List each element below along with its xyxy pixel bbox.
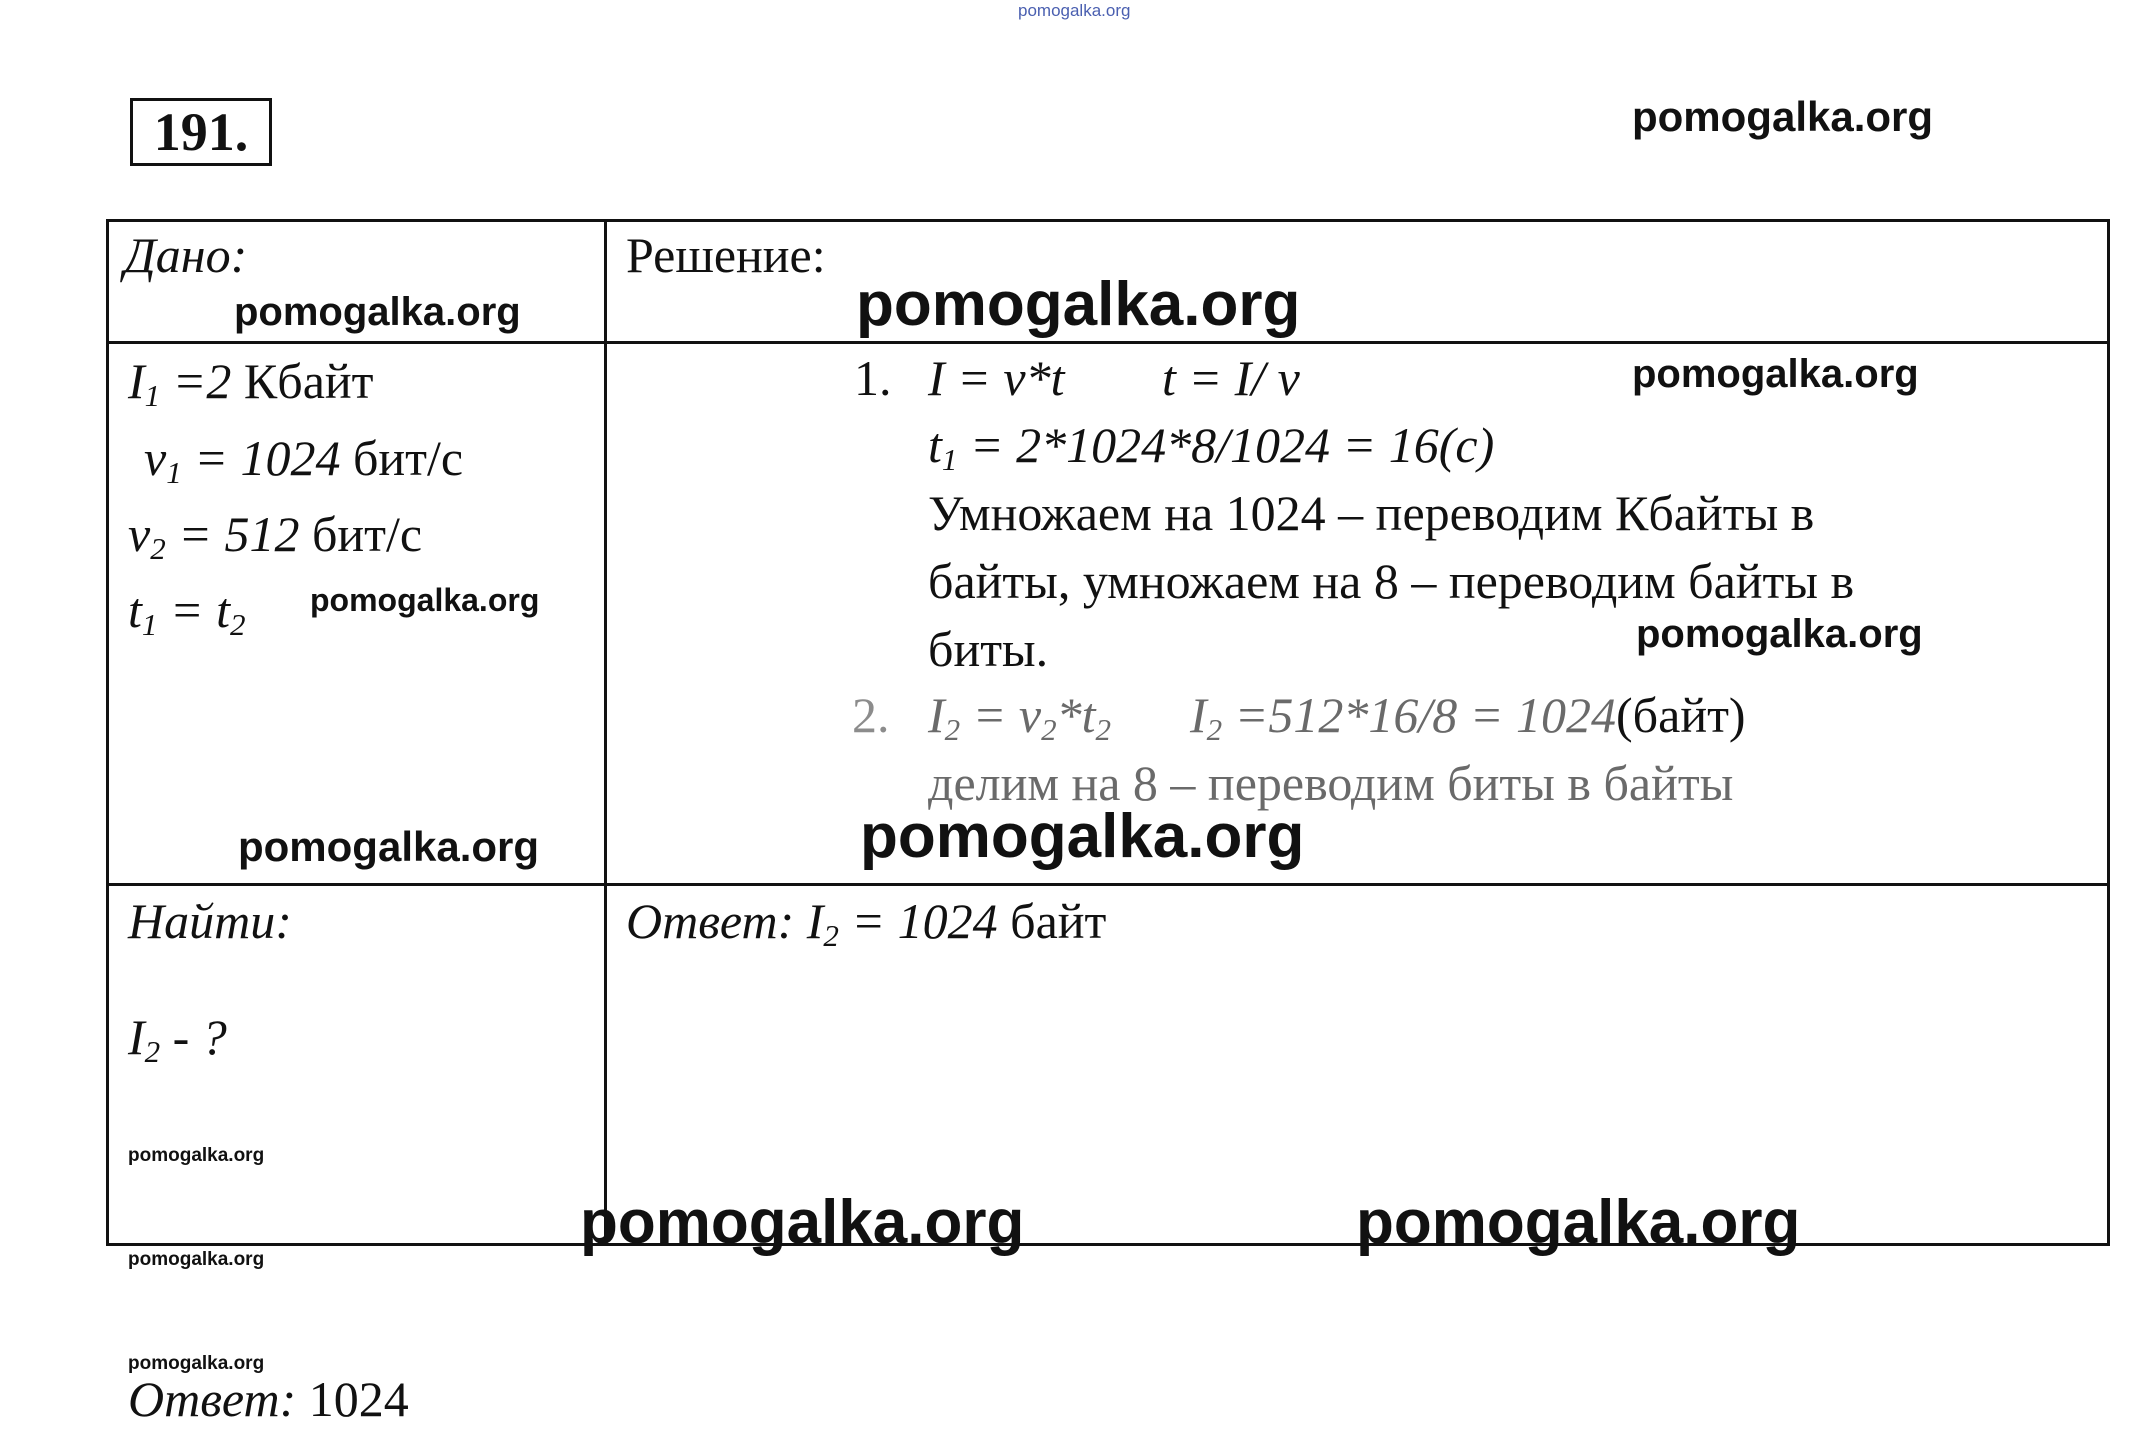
given-line-1 [128,353,374,413]
final-answer-value: 1024 [296,1371,409,1427]
step1-calc-var: t [928,417,942,473]
find-var: I [128,1009,145,1065]
given-sub: 1 [166,454,182,490]
given-label: Дано: [124,227,248,283]
step2-a-sub3: 2 [1095,711,1111,747]
site-watermark: pomogalka.org [1632,93,1934,140]
given-var: v [144,430,167,486]
given-var: I [128,353,145,409]
watermark-given-header: pomogalka.org [234,290,521,334]
step1-number: 1. [854,350,892,406]
given-var: t [128,582,142,638]
step2-b-sub: 2 [1206,711,1223,747]
given-sub-2: 2 [230,606,246,642]
step1-formula-b: t = I/ v [1162,350,1300,406]
watermark-final-small: pomogalka.org [128,1353,265,1374]
answer-var: I [806,893,824,949]
given-value: = t [157,582,231,638]
step1-text-3: биты. [928,621,1049,677]
given-sub: 1 [144,377,161,413]
step2-a-sub2: 2 [1041,711,1057,747]
step1-text-1: Умножаем на 1024 – переводим Кбайты в [928,485,1815,541]
step1-formula-a: I = v*t [928,350,1065,406]
given-value: = 512 [165,506,300,562]
given-value: =2 [160,353,232,409]
answer-value: = 1024 [838,893,998,949]
watermark-solution-mid: pomogalka.org [1636,612,1923,656]
table-row-divider-1 [106,341,2110,344]
watermark-given-mid: pomogalka.org [310,582,540,618]
table-border-left [106,219,109,1246]
find-value [128,1009,227,1069]
final-answer [128,1371,409,1427]
given-sub: 1 [141,606,158,642]
step2-a-sub: 2 [944,711,961,747]
step1-calc-sub: 1 [941,441,958,477]
step2-a-rest: *t [1056,687,1096,743]
final-answer-label: Ответ: [128,1371,297,1427]
given-sub: 2 [150,530,166,566]
problem-number-text: 191. [153,102,249,162]
step2-text: делим на 8 – переводим биты в байты [928,755,1734,811]
step2-b-var: I [1190,687,1207,743]
step2-number: 2. [852,687,890,743]
answer-label: Ответ: [626,893,795,949]
given-unit: бит/с [340,430,464,486]
find-label: Найти: [128,893,292,949]
watermark-find-small: pomogalka.org [128,1145,265,1166]
find-rest: - ? [160,1009,227,1065]
step1-text-2: байты, умножаем на 8 – переводим байты в [928,553,1855,609]
answer-unit: байт [997,893,1107,949]
answer-line [626,893,1107,953]
step2-a-eq: = v [960,687,1042,743]
table-border-bottom [106,1243,2110,1246]
step2-b-rest: =512*16/8 = 1024 [1222,687,1617,743]
watermark-bottom-right: pomogalka.org [1356,1188,1801,1257]
step2-formula-a [928,687,1111,747]
table-row-divider-2 [106,883,2110,886]
table-border-right [2107,219,2110,1246]
step1-calc-rest: = 2*1024*8/1024 = 16(с) [957,417,1495,473]
step2-a-var: I [928,687,945,743]
problem-number [130,98,272,166]
answer-sub: 2 [823,917,839,953]
step1-calc [928,417,1495,477]
watermark-solution-top-right: pomogalka.org [1632,352,1919,396]
given-line-2 [144,430,464,490]
table-border-top [106,219,2110,222]
step2-b-unit: (байт) [1616,687,1746,743]
watermark-below-table: pomogalka.org [128,1249,265,1270]
watermark-solution-bottom: pomogalka.org [860,802,1305,871]
top-watermark: pomogalka.org [1018,1,1131,20]
table-column-divider [604,219,607,1246]
watermark-given-bottom: pomogalka.org [238,823,540,870]
given-unit: бит/с [299,506,423,562]
find-sub: 2 [144,1033,161,1069]
given-line-4 [128,582,246,642]
given-unit: Кбайт [231,353,374,409]
watermark-solution-header: pomogalka.org [856,270,1301,339]
given-var: v [128,506,151,562]
watermark-bottom-left: pomogalka.org [580,1188,1025,1257]
solution-label: Решение: [626,227,826,283]
step2-formula-b [1190,687,1746,747]
given-line-3 [128,506,423,566]
given-value: = 1024 [181,430,341,486]
